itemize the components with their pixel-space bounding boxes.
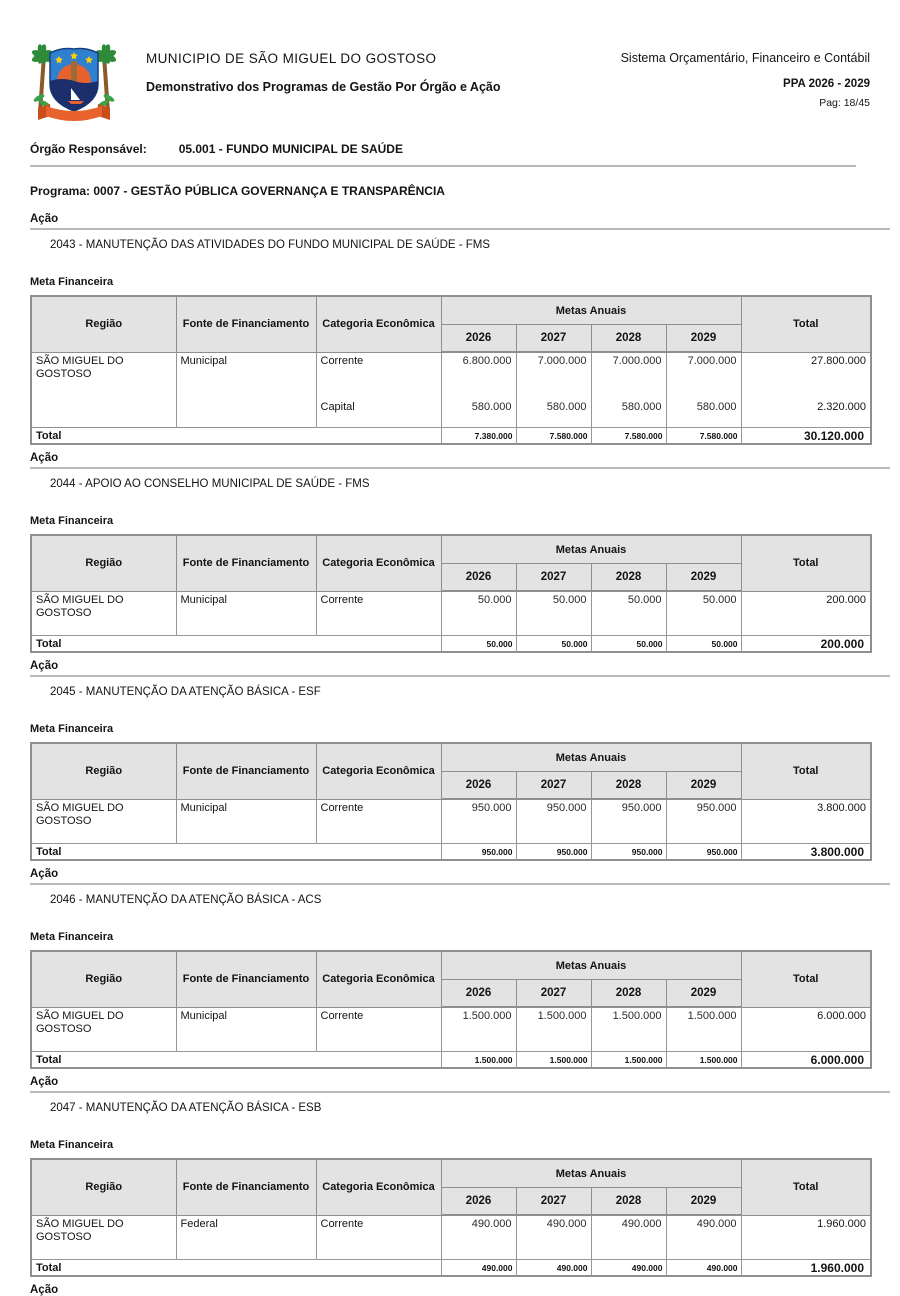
total-value: 1.500.000 — [441, 1052, 516, 1069]
col-header-funding: Fonte de Financiamento — [176, 535, 316, 591]
cell-funding: Municipal — [176, 799, 316, 844]
divider — [30, 228, 890, 230]
divider — [30, 467, 890, 469]
meta-financeira-table — [30, 534, 872, 653]
cell-value: 50.000 — [666, 591, 741, 636]
cell-value: 580.000 — [441, 399, 516, 428]
cell-value: 7.000.000 — [516, 352, 591, 399]
col-header-year: 2027 — [516, 980, 591, 1008]
cell-row-total: 200.000 — [741, 591, 871, 636]
divider — [30, 1091, 890, 1093]
table-total-row — [31, 1052, 871, 1069]
cell-row-total: 3.800.000 — [741, 799, 871, 844]
col-header-total: Total — [741, 535, 871, 591]
page-indicator: Pag: 18/45 — [819, 97, 870, 109]
meta-financeira-label: Meta Financeira — [30, 1139, 114, 1151]
cell-value: 1.500.000 — [516, 1007, 591, 1052]
cell-value: 580.000 — [516, 399, 591, 428]
total-value: 1.500.000 — [516, 1052, 591, 1069]
col-header-annual: Metas Anuais — [441, 535, 741, 564]
col-header-annual: Metas Anuais — [441, 743, 741, 772]
total-label: Total — [31, 1260, 441, 1277]
col-header-category: Categoria Econômica — [316, 296, 441, 352]
report-title: Demonstrativo dos Programas de Gestão Por Órgão e Ação — [146, 80, 501, 94]
meta-financeira-label: Meta Financeira — [30, 276, 114, 288]
col-header-total: Total — [741, 743, 871, 799]
total-value: 950.000 — [591, 844, 666, 861]
meta-financeira-label: Meta Financeira — [30, 515, 114, 527]
table-row — [31, 352, 871, 399]
total-value: 7.580.000 — [516, 428, 591, 445]
cell-value: 950.000 — [591, 799, 666, 844]
col-header-year: 2028 — [591, 772, 666, 800]
col-header-region: Região — [31, 1159, 176, 1215]
system-name: Sistema Orçamentário, Financeiro e Contábil — [620, 51, 870, 65]
cell-value: 1.500.000 — [666, 1007, 741, 1052]
cell-category: Capital — [316, 399, 441, 428]
action-label: Ação — [30, 1076, 59, 1088]
col-header-region: Região — [31, 951, 176, 1007]
col-header-funding: Fonte de Financiamento — [176, 951, 316, 1007]
page-header — [30, 36, 870, 130]
action-section — [30, 660, 870, 861]
col-header-region: Região — [31, 296, 176, 352]
cell-row-total: 2.320.000 — [741, 399, 871, 428]
meta-financeira-table — [30, 1158, 872, 1277]
col-header-year: 2027 — [516, 325, 591, 353]
total-grand: 200.000 — [741, 636, 871, 653]
col-header-year: 2026 — [441, 772, 516, 800]
cell-value: 490.000 — [441, 1215, 516, 1260]
lighthouse — [71, 61, 77, 82]
cell-region: SÃO MIGUEL DO GOSTOSO — [31, 799, 176, 844]
col-header-total: Total — [741, 1159, 871, 1215]
col-header-total: Total — [741, 951, 871, 1007]
cell-funding: Municipal — [176, 1007, 316, 1052]
divider — [30, 165, 856, 167]
cell-value: 490.000 — [516, 1215, 591, 1260]
header-titles — [146, 36, 501, 94]
action-section — [30, 213, 870, 445]
cell-value: 580.000 — [591, 399, 666, 428]
total-value: 950.000 — [666, 844, 741, 861]
cell-region: SÃO MIGUEL DO GOSTOSO — [31, 591, 176, 636]
header-meta — [621, 36, 870, 109]
organ-row — [30, 142, 870, 156]
cell-value: 7.000.000 — [666, 352, 741, 399]
total-label: Total — [31, 428, 441, 445]
total-value: 490.000 — [666, 1260, 741, 1277]
table-total-row — [31, 844, 871, 861]
table-row — [31, 591, 871, 636]
cell-value: 1.500.000 — [441, 1007, 516, 1052]
cell-region: SÃO MIGUEL DO GOSTOSO — [31, 1215, 176, 1260]
cell-value: 490.000 — [591, 1215, 666, 1260]
table-row — [31, 1007, 871, 1052]
action-title: 2044 - APOIO AO CONSELHO MUNICIPAL DE SAÚDE - FMS — [50, 478, 370, 490]
organ-value: 05.001 - FUNDO MUNICIPAL DE SAÚDE — [178, 142, 403, 156]
cell-value: 50.000 — [441, 591, 516, 636]
action-label: Ação — [30, 213, 59, 225]
meta-financeira-table — [30, 295, 872, 445]
total-value: 7.380.000 — [441, 428, 516, 445]
cell-category: Corrente — [316, 799, 441, 844]
total-label: Total — [31, 636, 441, 653]
table-total-row — [31, 636, 871, 653]
col-header-year: 2029 — [666, 325, 741, 353]
cell-category: Corrente — [316, 1215, 441, 1260]
total-value: 1.500.000 — [666, 1052, 741, 1069]
table-total-row — [31, 1260, 871, 1277]
cell-value: 580.000 — [666, 399, 741, 428]
action-section — [30, 868, 870, 1069]
meta-financeira-label: Meta Financeira — [30, 723, 114, 735]
meta-financeira-table — [30, 950, 872, 1069]
total-value: 490.000 — [516, 1260, 591, 1277]
total-value: 490.000 — [591, 1260, 666, 1277]
col-header-category: Categoria Econômica — [316, 1159, 441, 1215]
cell-category: Corrente — [316, 1007, 441, 1052]
col-header-annual: Metas Anuais — [441, 951, 741, 980]
cell-category: Corrente — [316, 591, 441, 636]
total-label: Total — [31, 1052, 441, 1069]
total-value: 50.000 — [591, 636, 666, 653]
action-label: Ação — [30, 1284, 59, 1296]
total-value: 50.000 — [441, 636, 516, 653]
meta-financeira-table — [30, 742, 872, 861]
col-header-funding: Fonte de Financiamento — [176, 296, 316, 352]
table-row — [31, 1215, 871, 1260]
col-header-funding: Fonte de Financiamento — [176, 743, 316, 799]
col-header-year: 2029 — [666, 980, 741, 1008]
cell-value: 6.800.000 — [441, 352, 516, 399]
cell-value: 50.000 — [591, 591, 666, 636]
cell-row-total: 27.800.000 — [741, 352, 871, 399]
cell-row-total: 1.960.000 — [741, 1215, 871, 1260]
col-header-total: Total — [741, 296, 871, 352]
total-value: 1.500.000 — [591, 1052, 666, 1069]
cell-funding: Municipal — [176, 352, 316, 428]
cell-value: 50.000 — [516, 591, 591, 636]
action-title: 2043 - MANUTENÇÃO DAS ATIVIDADES DO FUNDO MUNICIPAL DE SAÚDE - FMS — [50, 239, 491, 251]
cell-value: 1.500.000 — [591, 1007, 666, 1052]
total-value: 50.000 — [516, 636, 591, 653]
col-header-year: 2028 — [591, 564, 666, 592]
organ-label: Órgão Responsável: — [30, 142, 147, 156]
action-title: 2047 - MANUTENÇÃO DA ATENÇÃO BÁSICA - ESB — [50, 1102, 322, 1114]
total-label: Total — [31, 844, 441, 861]
col-header-year: 2028 — [591, 325, 666, 353]
cell-row-total: 6.000.000 — [741, 1007, 871, 1052]
total-value: 7.580.000 — [666, 428, 741, 445]
action-section — [30, 1076, 870, 1277]
col-header-year: 2026 — [441, 1188, 516, 1216]
divider — [30, 883, 890, 885]
col-header-year: 2027 — [516, 772, 591, 800]
cell-value: 950.000 — [666, 799, 741, 844]
cell-region: SÃO MIGUEL DO GOSTOSO — [31, 352, 176, 428]
col-header-year: 2027 — [516, 1188, 591, 1216]
total-value: 50.000 — [666, 636, 741, 653]
action-title: 2046 - MANUTENÇÃO DA ATENÇÃO BÁSICA - ACS — [50, 894, 322, 906]
table-row — [31, 799, 871, 844]
col-header-year: 2026 — [441, 325, 516, 353]
col-header-category: Categoria Econômica — [316, 951, 441, 1007]
cell-value: 950.000 — [441, 799, 516, 844]
municipality-name: MUNICIPIO DE SÃO MIGUEL DO GOSTOSO — [146, 51, 437, 66]
col-header-year: 2029 — [666, 772, 741, 800]
action-title: 2045 - MANUTENÇÃO DA ATENÇÃO BÁSICA - ESF — [50, 686, 321, 698]
col-header-year: 2029 — [666, 1188, 741, 1216]
total-value: 490.000 — [441, 1260, 516, 1277]
col-header-region: Região — [31, 535, 176, 591]
col-header-category: Categoria Econômica — [316, 743, 441, 799]
col-header-year: 2026 — [441, 980, 516, 1008]
col-header-year: 2029 — [666, 564, 741, 592]
col-header-annual: Metas Anuais — [441, 1159, 741, 1188]
cell-region: SÃO MIGUEL DO GOSTOSO — [31, 1007, 176, 1052]
cell-funding: Municipal — [176, 591, 316, 636]
divider — [30, 675, 890, 677]
meta-financeira-label: Meta Financeira — [30, 931, 114, 943]
col-header-year: 2026 — [441, 564, 516, 592]
municipal-coat-of-arms-icon — [30, 36, 118, 130]
col-header-funding: Fonte de Financiamento — [176, 1159, 316, 1215]
col-header-year: 2027 — [516, 564, 591, 592]
col-header-region: Região — [31, 743, 176, 799]
ppa-period: PPA 2026 - 2029 — [783, 78, 870, 90]
cell-value: 950.000 — [516, 799, 591, 844]
col-header-year: 2028 — [591, 1188, 666, 1216]
cell-category: Corrente — [316, 352, 441, 399]
cell-funding: Federal — [176, 1215, 316, 1260]
program-line: Programa: 0007 - GESTÃO PÚBLICA GOVERNANÇA E TRANSPARÊNCIA — [30, 184, 445, 198]
total-grand: 3.800.000 — [741, 844, 871, 861]
action-label: Ação — [30, 452, 59, 464]
total-value: 950.000 — [441, 844, 516, 861]
total-value: 7.580.000 — [591, 428, 666, 445]
cell-value: 490.000 — [666, 1215, 741, 1260]
total-grand: 1.960.000 — [741, 1260, 871, 1277]
action-label: Ação — [30, 660, 59, 672]
col-header-annual: Metas Anuais — [441, 296, 741, 325]
total-value: 950.000 — [516, 844, 591, 861]
total-grand: 6.000.000 — [741, 1052, 871, 1069]
col-header-year: 2028 — [591, 980, 666, 1008]
col-header-category: Categoria Econômica — [316, 535, 441, 591]
action-section — [30, 452, 870, 653]
total-grand: 30.120.000 — [741, 428, 871, 445]
table-total-row — [31, 428, 871, 445]
cell-value: 7.000.000 — [591, 352, 666, 399]
action-label: Ação — [30, 868, 59, 880]
